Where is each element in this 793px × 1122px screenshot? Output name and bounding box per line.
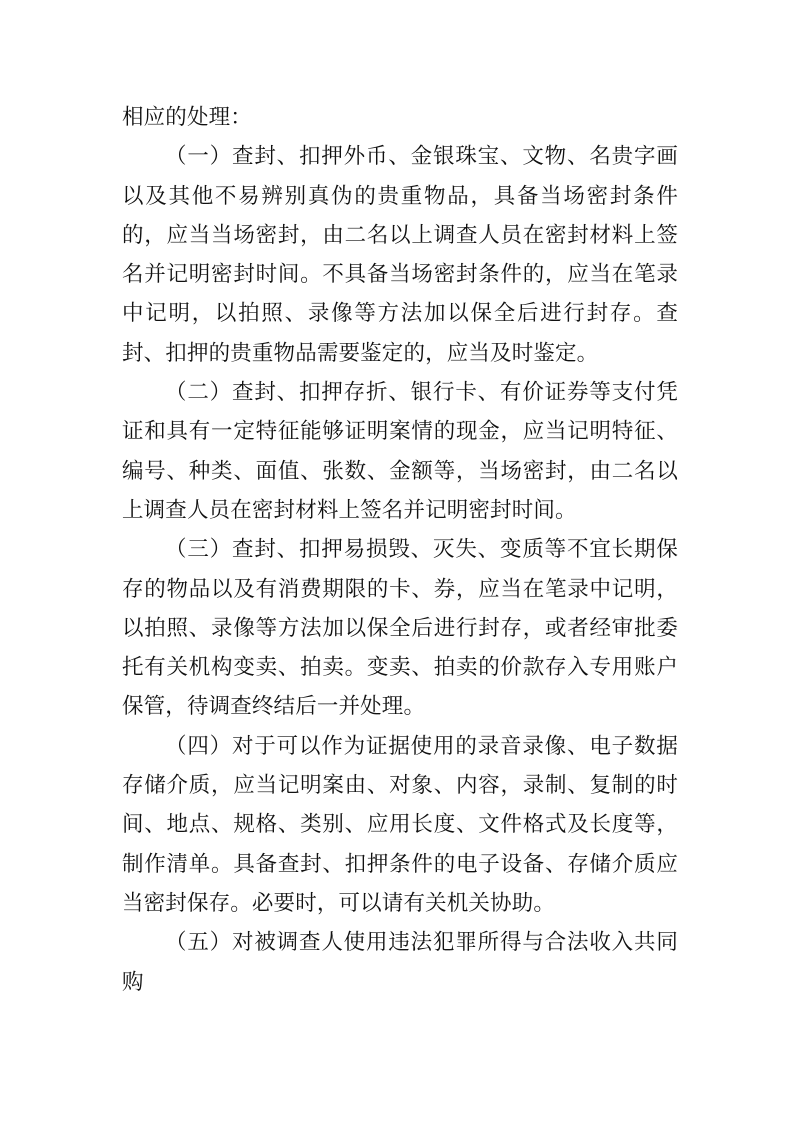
document-body — [122, 98, 678, 1002]
paragraph-item-4: （四）对于可以作为证据使用的录音录像、电子数据存储介质，应当记明案由、对象、内容，录制、复制的时间、地点、规格、类别、应用长度、文件格式及长度等，制作清单。具备查封、扣押条件的电子设备、存储介质应当密封保存。必要时，可以请有关机关协助。 — [122, 733, 678, 916]
paragraph-item-3: （三）查封、扣押易损毁、灭失、变质等不宜长期保存的物品以及有消费期限的卡、券，应当在笔录中记明，以拍照、录像等方法加以保全后进行封存，或者经审批委托有关机构变卖、拍卖。变卖、拍卖的价款存入专用账户保管，待调查终结后一并处理。 — [122, 537, 678, 720]
paragraph-item-1: （一）查封、扣押外币、金银珠宝、文物、名贵字画以及其他不易辨别真伪的贵重物品，具备当场密封条件的，应当当场密封，由二名以上调查人员在密封材料上签名并记明密封时间。不具备当场密封条件的，应当在笔录中记明，以拍照、录像等方法加以保全后进行封存。查封、扣押的贵重物品需要鉴定的，应当及时鉴定。 — [122, 144, 678, 366]
paragraph-item-5: （五）对被调查人使用违法犯罪所得与合法收入共同购 — [122, 930, 678, 995]
paragraph-continuation: 相应的处理： — [122, 105, 252, 130]
paragraph-item-2: （二）查封、扣押存折、银行卡、有价证券等支付凭证和具有一定特征能够证明案情的现金，应当记明特征、编号、种类、面值、张数、金额等，当场密封，由二名以上调查人员在密封材料上签名并记明密封时间。 — [122, 380, 678, 523]
